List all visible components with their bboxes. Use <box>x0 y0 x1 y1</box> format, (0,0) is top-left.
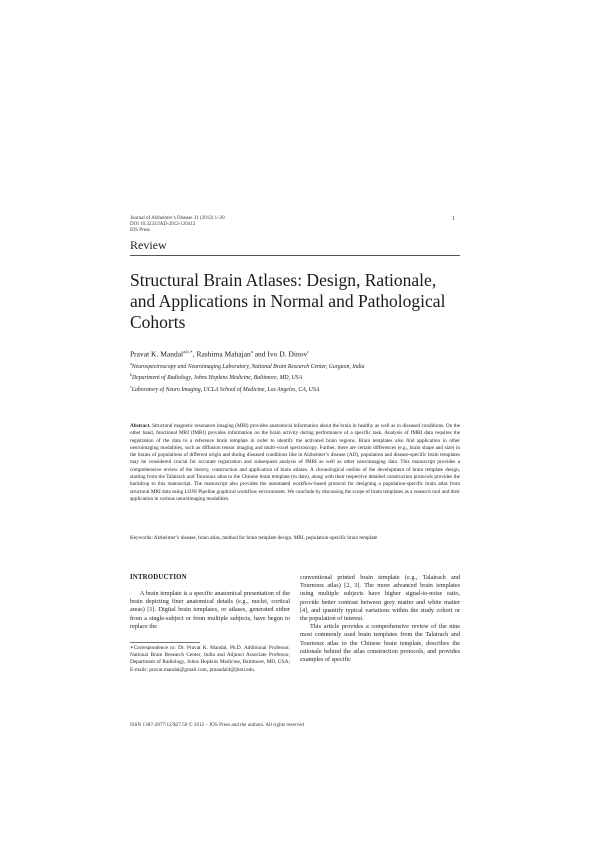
correspondence-footnote: ∗Correspondence to: Dr. Pravat K. Mandal, Ph.D. Additional Professor, National Brain Research Center, India and Adjunct Associate Professor, Department of Radiology, Johns Hopkins Medicine, Baltimore, MD, USA; E-mails: pravat.mandal@gmail.com, pmandal4@jhmi.edu. <box>130 645 290 673</box>
abstract-text: Structural magnetic resonance imaging (MRI) provides anatomical information about the brain in healthy as well as in diseased conditions. On the other hand, functional MRI (fMRI) provides information on the brain activity during performance of a specific task. Analysis of fMRI data requires the registration of the data to a reference brain template in order to identify the activated brain regions. Brain templates also find application in other neuroimaging modalities, such as diffusion tensor imaging and multi-voxel spectroscopy. Further, there are certain differences (e.g., brain shape and size) in the brains of populations of different origin and during diseased conditions like in Alzheimer’s disease (AD), population and disease-specific brain templates may be considered crucial for accurate registration and subsequent analysis of fMRI as well as other neuroimaging data. This manuscript provides a comprehensive review of the history, construction and application of brain atlases. A chronological outline of the development of brain template design, starting from the Talairach and Tournoux atlas to the Chinese brain template (to date), along with their respective detailed construction protocols provides the backdrop to this manuscript. The manuscript also provides the automated workflow-based protocol for designing a population-specific brain atlas from structural MRI data using LONI Pipeline graphical workflow environment. We conclude by discussing the scope of brain templates as a research tool and their application in various neuroimaging modalities. <box>130 423 461 502</box>
intro-paragraph: This article provides a comprehensive review of the nine most commonly used brain templates from the Talairach and Tournoux atlas to the Chinese brain template, describes the rationale behind the atlas construction protocols, and provides examples of specific <box>300 623 460 664</box>
journal-citation: Journal of Alzheimer’s Disease 31 (2012) 1–20 <box>130 216 225 221</box>
intro-paragraph: A brain template is a specific anatomical presentation of the brain depicting finer anatomical details (e.g., nuclei, cortical areas) [1]. Digital brain templates, or atlases, generated either from a single-subject or from multiple subjects, have begun to replace the <box>130 590 290 630</box>
footnote-divider <box>130 642 200 643</box>
affiliation: $^c$Laboratory of Neuro Imaging, UCLA School of Medicine, Los Angeles, CA, USA <box>130 383 320 393</box>
author-name: Rashima Mahajan <box>196 349 251 359</box>
author-name: Pravat K. Mandal <box>130 349 184 359</box>
left-column <box>130 574 290 631</box>
issn-copyright: ISSN 1387-2877/12/$27.50 © 2012 – IOS Press and the authors. All rights reserved <box>130 722 304 728</box>
article-title: Structural Brain Atlases: Design, Rationale, and Applications in Normal and Pathological Cohorts <box>130 270 446 332</box>
author-affil-mark: a,b,∗ <box>183 349 193 354</box>
introduction-heading: INTRODUCTION <box>130 574 187 581</box>
abstract <box>130 423 460 503</box>
section-label: Review <box>130 238 167 252</box>
keywords: Keywords: Alzheimer’s disease, brain atlas, method for brain template design, MRI, population-specific brain template <box>130 535 378 541</box>
author-affil-mark: a <box>250 349 253 354</box>
abstract-label: Abstract. <box>130 423 151 429</box>
page-number: 1 <box>452 216 455 222</box>
journal-info <box>130 216 225 234</box>
author-name: Ivo D. Dinov <box>267 349 308 359</box>
author-affil-mark: c <box>307 349 310 354</box>
affiliations <box>130 360 365 394</box>
intro-paragraph-continued: conventional printed brain template (e.g., Talairach and Tournoux atlas) [2, 3]. The more advanced brain templates using multiple subjects have higher signal-to-noise ratio, provide better contrast between grey matter and white matter [4], and quantify typical variations within the study cohort or the population of interest. <box>300 574 460 623</box>
affiliation: $^b$Department of Radiology, Johns Hopkins Medicine, Baltimore, MD, USA <box>130 372 303 382</box>
header-divider <box>130 255 460 256</box>
publisher: IOS Press <box>130 228 150 233</box>
right-column <box>300 574 460 664</box>
author-list: Pravat K. Mandal$^{a,b,∗}$, Rashima Mahajan$^a$ and Ivo D. Dinov$^c$ <box>130 349 310 359</box>
affiliation: $^a$Neurospectroscopy and Neuroimaging Laboratory, National Brain Research Center, Gurgaon, India <box>130 361 365 370</box>
doi: DOI 10.3233/JAD-2012-120412 <box>130 222 196 227</box>
